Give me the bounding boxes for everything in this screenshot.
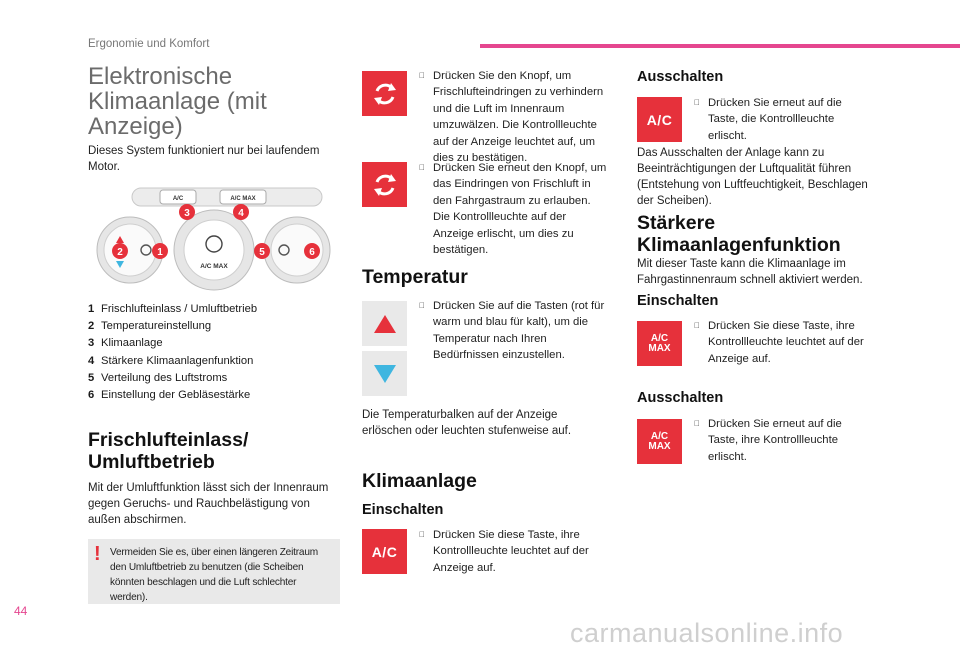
recirculation-button-icon xyxy=(362,71,407,116)
warning-tip-text: Vermeiden Sie es, über einen längeren Zeitraum den Umluftbetrieb zu benutzen (die Scheiben könnten beschlagen und die Luft schlechter werden). xyxy=(110,547,318,603)
subheading-ausschalten-ac: Ausschalten xyxy=(637,69,724,85)
temperatur-note: Die Temperaturbalken auf der Anzeige erlöschen oder leuchten stufenweise auf. xyxy=(362,409,572,437)
list-item: 3 Klimaanlage xyxy=(88,337,163,350)
section-header: Ergonomie und Komfort xyxy=(88,38,210,50)
subheading-ausschalten-max: Ausschalten xyxy=(637,390,724,406)
intro-text: Dieses System funktioniert nur bei laufendem Motor. xyxy=(88,145,320,173)
callout-6 xyxy=(304,243,320,259)
section-heading-frischluft: Frischlufteinlass/ Umluftbetrieb xyxy=(88,429,249,473)
acmax-on-item: Drücken Sie diese Taste, ihre Kontrollleuchte leuchtet auf der Anzeige auf. xyxy=(708,320,864,365)
page-title: Elektronische Klimaanlage (mit Anzeige) xyxy=(88,63,267,140)
list-item: 6 Einstellung der Gebläsestärke xyxy=(88,389,251,402)
list-item: 1 Frischlufteinlass / Umluftbetrieb xyxy=(88,303,258,315)
callout-3 xyxy=(179,204,195,220)
ac-on-item: Drücken Sie diese Taste, ihre Kontrollleuchte leuchtet auf der Anzeige auf. xyxy=(433,529,589,574)
section-heading-klimaanlage: Klimaanlage xyxy=(362,470,477,492)
frischluft-text: Mit der Umluftfunktion lässt sich der Innenraum gegen Geruchs- und Rauchbelästigung von außen abschirmen. xyxy=(88,482,329,526)
climate-panel-illustration xyxy=(92,186,337,298)
ac-off-note: Das Ausschalten der Anlage kann zu Beeinträchtigungen der Luftqualität führen (Entstehung von Luftfeuchtigkeit, Beschlagen der Scheiben). xyxy=(637,147,868,207)
svg-text:3: 3 xyxy=(184,208,190,219)
panel-center-label: A/C MAX xyxy=(200,263,228,270)
legend-list xyxy=(88,301,348,404)
acmax-off-button-icon: A/C MAX xyxy=(637,419,682,464)
callout-2 xyxy=(112,243,128,259)
panel-acmax-label: A/C MAX xyxy=(230,196,256,202)
section-heading-staerker: Stärkere Klimaanlagenfunktion xyxy=(637,212,841,256)
temperatur-item: Drücken Sie auf die Tasten (rot für warm und blau für kalt), um die Temperatur nach Ihren Bedürfnissen einzustellen. xyxy=(433,300,605,362)
callout-5 xyxy=(254,243,270,259)
svg-text:1: 1 xyxy=(157,247,163,258)
acmax-button-icon: A/C MAX xyxy=(637,321,682,366)
svg-text:4: 4 xyxy=(238,208,244,219)
callout-4 xyxy=(233,204,249,220)
list-item: 2 Temperatureinstellung xyxy=(88,320,212,333)
ac-off-button-icon: A/C xyxy=(637,97,682,142)
temp-up-icon xyxy=(362,301,407,346)
panel-ac-label: A/C xyxy=(172,196,184,202)
subheading-einschalten-ac: Einschalten xyxy=(362,502,444,518)
header-accent-bar xyxy=(480,44,960,48)
ac-button-icon: A/C xyxy=(362,529,407,574)
svg-text:6: 6 xyxy=(309,247,315,258)
warning-icon: ! xyxy=(94,543,101,565)
warning-tip-box xyxy=(88,539,340,604)
callout-1 xyxy=(152,243,168,259)
subheading-einschalten-max: Einschalten xyxy=(637,293,719,309)
watermark: carmanualsonline.info xyxy=(570,618,844,648)
svg-text:5: 5 xyxy=(259,247,265,258)
fresh-air-button-icon xyxy=(362,162,407,207)
recirc-off-item: Drücken Sie erneut den Knopf, um das Eindringen von Frischluft in den Fahrgastraum zu erlauben. Die Kontrollleuchte auf der Anzeige erlischt, um dies zu bestätigen. xyxy=(433,162,607,257)
staerker-text: Mit dieser Taste kann die Klimaanlage im Fahrgastinnenraum schnell aktiviert werden. xyxy=(637,258,863,286)
section-heading-temperatur: Temperatur xyxy=(362,266,468,288)
list-item: 5 Verteilung des Luftstroms xyxy=(88,371,228,384)
list-item: 4 Stärkere Klimaanlagenfunktion xyxy=(88,354,254,367)
page-number: 44 xyxy=(14,604,28,618)
acmax-off-item: Drücken Sie erneut auf die Taste, ihre Kontrollleuchte erlischt. xyxy=(708,418,842,463)
climate-panel-drawing xyxy=(92,186,337,298)
svg-text:2: 2 xyxy=(117,247,123,258)
fresh-air-icon xyxy=(371,171,399,199)
temp-down-icon xyxy=(362,351,407,396)
recirc-on-item: Drücken Sie den Knopf, um Frischlufteindringen zu verhindern und die Luft im Innenraum umzuwälzen. Die Kontrollleuchte auf der Anzeige leuchtet auf, um dies zu bestätigen. xyxy=(433,70,604,165)
ac-off-item: Drücken Sie erneut auf die Taste, die Kontrollleuchte erlischt. xyxy=(708,97,842,142)
recirculation-icon xyxy=(371,80,399,108)
